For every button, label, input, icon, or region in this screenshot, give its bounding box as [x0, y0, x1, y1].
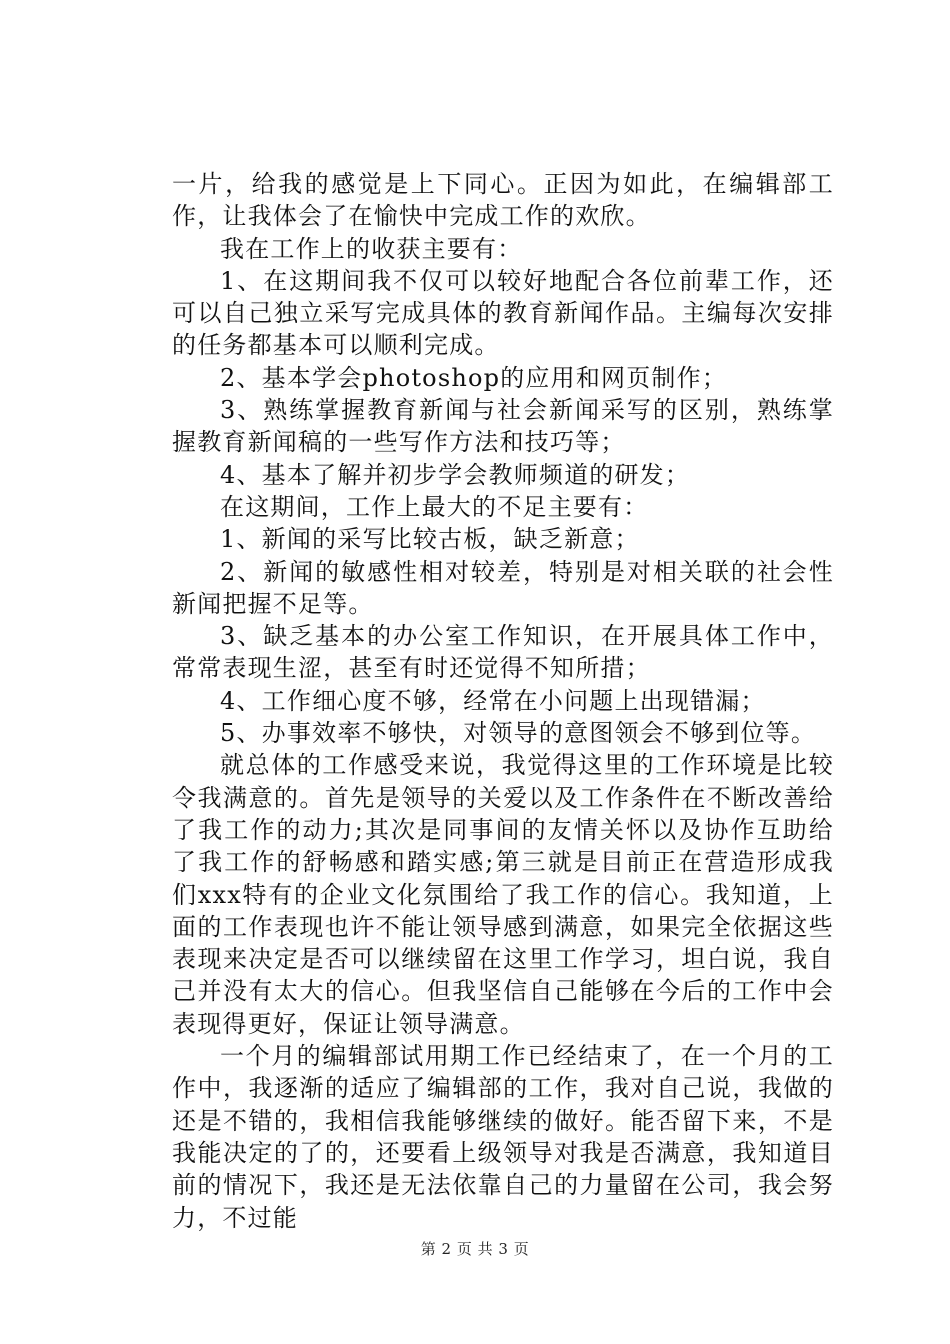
paragraph: 2、基本学会photoshop的应用和网页制作； — [220, 363, 728, 392]
page-number-footer: 第 2 页 共 3 页 — [420, 1240, 530, 1258]
paragraph: 5、办事效率不够快，对领导的意图领会不够到位等。 — [220, 719, 817, 748]
paragraph: 在这期间，工作上最大的不足主要有： — [220, 492, 649, 521]
paragraph: 一片，给我的感觉是上下同心。正因为如此，在编辑部工作，让我体会了在愉快中完成工作的欢欣。 — [172, 170, 834, 231]
paragraph: 1、在这期间我不仅可以较好地配合各位前辈工作，还可以自己独立采写完成具体的教育新闻作品。主编每次安排的任务都基本可以顺利完成。 — [172, 266, 834, 360]
paragraph: 我在工作上的收获主要有： — [220, 234, 523, 263]
paragraph: 就总体的工作感受来说，我觉得这里的工作环境是比较令我满意的。首先是领导的关爱以及工作条件在不断改善给了我工作的动力;其次是同事间的友情关怀以及协作互助给了我工作的舒畅感和踏实感;第三就是目前正在营造形成我们xxx特有的企业文化氛围给了我工作的信心。我知道，上面的工作表现也许不能让领导感到满意，如果完全依据这些表现来决定是否可以继续留在这里工作学习，坦白说，我自己并没有太大的信心。但我坚信自己能够在今后的工作中会表现得更好，保证让领导满意。 — [172, 751, 834, 1038]
paragraph: 3、缺乏基本的办公室工作知识，在开展具体工作中，常常表现生涩，甚至有时还觉得不知所措； — [172, 622, 834, 683]
paragraph: 4、基本了解并初步学会教师频道的研发； — [220, 460, 691, 489]
paragraph: 1、新闻的采写比较古板，缺乏新意； — [220, 525, 640, 554]
paragraph: 3、熟练掌握教育新闻与社会新闻采写的区别，熟练掌握教育新闻稿的一些写作方法和技巧等； — [172, 396, 834, 457]
paragraph: 2、新闻的敏感性相对较差，特别是对相关联的社会性新闻把握不足等。 — [172, 557, 834, 618]
document-body — [172, 168, 834, 1234]
paragraph: 4、工作细心度不够，经常在小问题上出现错漏； — [220, 686, 766, 715]
paragraph: 一个月的编辑部试用期工作已经结束了，在一个月的工作中，我逐渐的适应了编辑部的工作，我对自己说，我做的还是不错的，我相信我能够继续的做好。能否留下来，不是我能决定的了的，还要看上级领导对我是否满意，我知道目前的情况下，我还是无法依靠自己的力量留在公司，我会努力，不过能 — [172, 1042, 834, 1232]
